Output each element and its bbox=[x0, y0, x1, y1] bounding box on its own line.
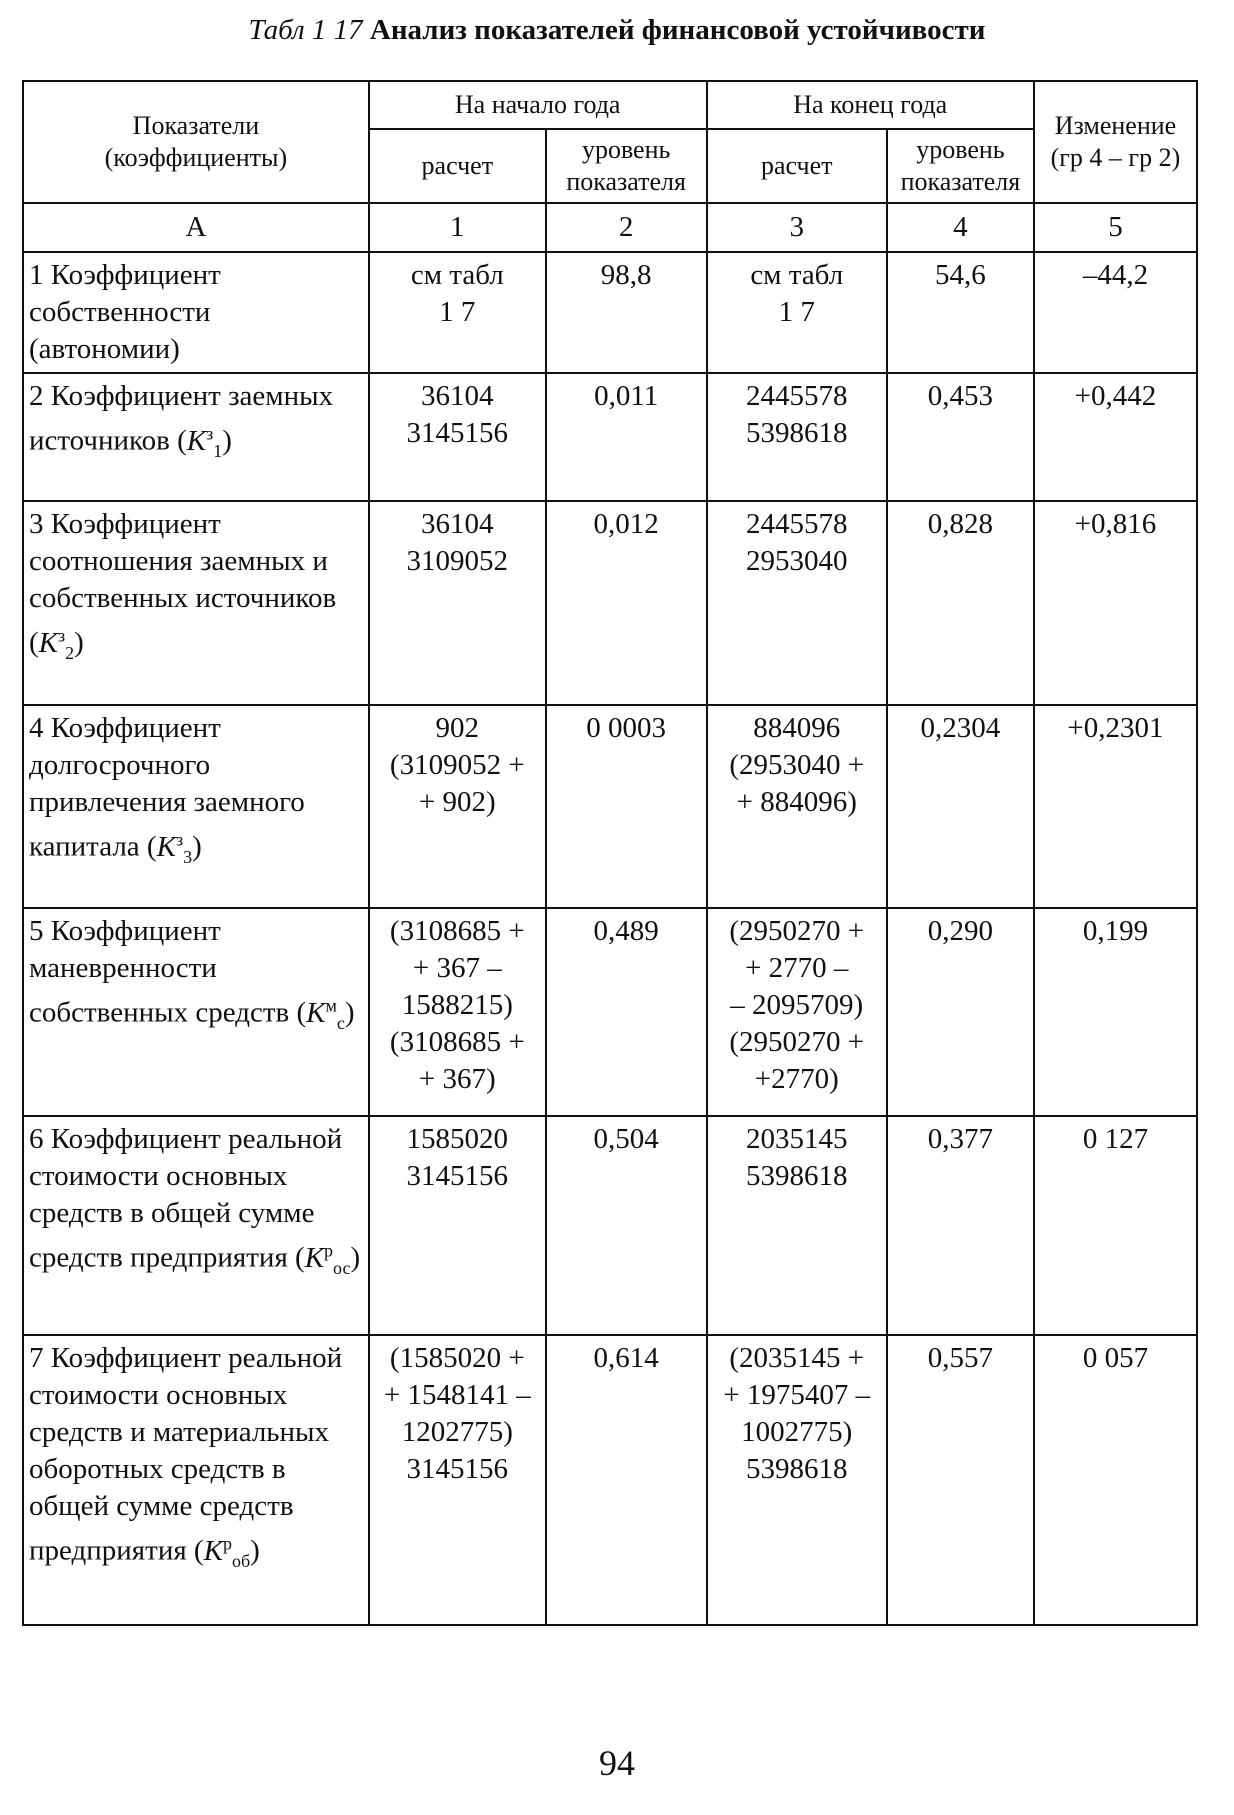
level-end: 0,290 bbox=[887, 908, 1034, 1116]
calc-start: 36104 3145156 bbox=[369, 373, 546, 501]
level-end: 0,377 bbox=[887, 1116, 1034, 1335]
table-label: Табл 1 17 bbox=[248, 14, 363, 46]
calc-end: 2445578 5398618 bbox=[707, 373, 887, 501]
col-number: 1 bbox=[369, 203, 546, 252]
coefficient-symbol: $K^р_{ос}$ bbox=[304, 1240, 351, 1278]
page-number: 94 bbox=[599, 1743, 635, 1783]
calc-end: 2035145 5398618 bbox=[707, 1116, 887, 1335]
change-value: 0 127 bbox=[1034, 1116, 1197, 1335]
header-row bbox=[23, 81, 1197, 129]
calc-end: (2950270 + + 2770 – – 2095709) (2950270 + +2770) bbox=[707, 908, 887, 1116]
level-start: 98,8 bbox=[546, 252, 707, 373]
coefficient-symbol: $K^з_1$ bbox=[186, 423, 223, 461]
col-number: 3 bbox=[707, 203, 887, 252]
change-value: +0,442 bbox=[1034, 373, 1197, 501]
coefficient-symbol: $K^м_с$ bbox=[306, 995, 345, 1033]
table-row bbox=[23, 501, 1197, 705]
indicator-text: 7 Коэффициент реальной стоимости основных средств и материальных оборотных средств в общей сумме средств предприятия ( bbox=[29, 1342, 343, 1567]
indicator-text: 4 Коэффициент долгосрочного привлечения заемного капитала ( bbox=[29, 712, 305, 863]
col-number: А bbox=[23, 203, 369, 252]
calc-start: (3108685 + + 367 – 1588215) (3108685 + + 367) bbox=[369, 908, 546, 1116]
column-numbers-row bbox=[23, 203, 1197, 252]
indicator-text: 1 Коэффициент собственности (автономии) bbox=[29, 259, 221, 365]
level-start: 0,504 bbox=[546, 1116, 707, 1335]
table-row bbox=[23, 908, 1197, 1116]
calc-start: см табл 1 7 bbox=[369, 252, 546, 373]
level-end: 54,6 bbox=[887, 252, 1034, 373]
level-end: 0,557 bbox=[887, 1335, 1034, 1625]
calc-start: 36104 3109052 bbox=[369, 501, 546, 705]
level-start: 0,489 bbox=[546, 908, 707, 1116]
col-number: 5 bbox=[1034, 203, 1197, 252]
table-caption: Анализ показателей финансовой устойчивости bbox=[369, 14, 986, 46]
indicator-text: 6 Коэффициент реальной стоимости основных средств в общей сумме средств предприятия ( bbox=[29, 1123, 343, 1274]
indicator-text: 5 Коэффициент маневренности собственных средств ( bbox=[29, 915, 307, 1029]
header-end-year: На конец года bbox=[707, 81, 1034, 129]
change-value: –44,2 bbox=[1034, 252, 1197, 373]
table-row bbox=[23, 1335, 1197, 1625]
header-indicators: Показатели (коэффициенты) bbox=[23, 81, 369, 203]
calc-start: 1585020 3145156 bbox=[369, 1116, 546, 1335]
level-end: 0,828 bbox=[887, 501, 1034, 705]
indicator-name: 3 Коэффициент соотношения заемных и собственных источников $(K^з_2)$ bbox=[23, 501, 369, 705]
indicator-name: 6 Коэффициент реальной стоимости основных средств в общей сумме средств предприятия $(K^р_{ос})$ bbox=[23, 1116, 369, 1335]
indicator-text: 2 Коэффициент заемных источников ( bbox=[29, 380, 334, 457]
indicator-name: 7 Коэффициент реальной стоимости основных средств и материальных оборотных средств в общей сумме средств предприятия $(K^р_{об})$ bbox=[23, 1335, 369, 1625]
header-level-start: уровень показателя bbox=[546, 129, 707, 203]
level-end: 0,2304 bbox=[887, 705, 1034, 908]
col-number: 4 bbox=[887, 203, 1034, 252]
coefficient-symbol: $K^з_2$ bbox=[38, 625, 75, 663]
calc-start: 902 (3109052 + + 902) bbox=[369, 705, 546, 908]
calc-end: 2445578 2953040 bbox=[707, 501, 887, 705]
calc-end: 884096 (2953040 + + 884096) bbox=[707, 705, 887, 908]
header-start-year: На начало года bbox=[369, 81, 707, 129]
indicator-text: 3 Коэффициент соотношения заемных и собственных источников ( bbox=[29, 508, 337, 659]
header-level-end: уровень показателя bbox=[887, 129, 1034, 203]
header-calc-end: расчет bbox=[707, 129, 887, 203]
indicator-name: 2 Коэффициент заемных источников $(K^з_1)$ bbox=[23, 373, 369, 501]
change-value: +0,2301 bbox=[1034, 705, 1197, 908]
financial-stability-table bbox=[22, 80, 1198, 1626]
change-value: 0 057 bbox=[1034, 1335, 1197, 1625]
level-start: 0,614 bbox=[546, 1335, 707, 1625]
level-end: 0,453 bbox=[887, 373, 1034, 501]
table-row bbox=[23, 373, 1197, 501]
calc-start: (1585020 + + 1548141 – 1202775) 3145156 bbox=[369, 1335, 546, 1625]
header-change: Изменение (гр 4 – гр 2) bbox=[1034, 81, 1197, 203]
change-value: +0,816 bbox=[1034, 501, 1197, 705]
level-start: 0 0003 bbox=[546, 705, 707, 908]
coefficient-symbol: $K^р_{об}$ bbox=[203, 1533, 251, 1571]
calc-end: см табл 1 7 bbox=[707, 252, 887, 373]
coefficient-symbol: $K^з_3$ bbox=[156, 829, 193, 867]
calc-end: (2035145 + + 1975407 – 1002775) 5398618 bbox=[707, 1335, 887, 1625]
indicator-name: 5 Коэффициент маневренности собственных средств $(K^м_с)$ bbox=[23, 908, 369, 1116]
table-row bbox=[23, 1116, 1197, 1335]
level-start: 0,012 bbox=[546, 501, 707, 705]
level-start: 0,011 bbox=[546, 373, 707, 501]
table-title bbox=[0, 14, 1234, 47]
header-calc-start: расчет bbox=[369, 129, 546, 203]
table-row bbox=[23, 705, 1197, 908]
table-row bbox=[23, 252, 1197, 373]
change-value: 0,199 bbox=[1034, 908, 1197, 1116]
col-number: 2 bbox=[546, 203, 707, 252]
indicator-name: 4 Коэффициент долгосрочного привлечения заемного капитала $(K^з_3)$ bbox=[23, 705, 369, 908]
indicator-name bbox=[23, 252, 369, 373]
